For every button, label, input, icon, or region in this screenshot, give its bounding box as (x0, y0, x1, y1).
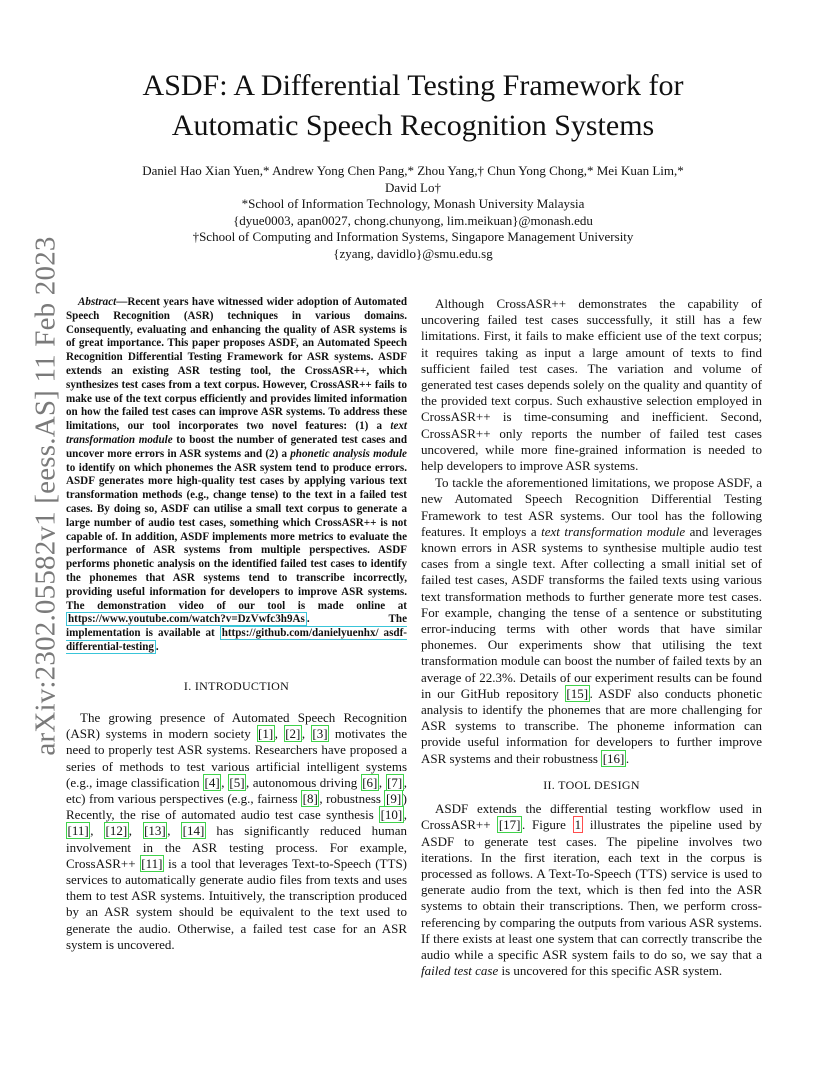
intro-paragraph: The growing presence of Automated Speech Recognition (ASR) systems in modern society [1] , [2] , [3] motivates the need to properly test ASR systems. Researchers have proposed a series of methods to test various artificial intelligent systems (e.g., image classification [4] , [5] , autonomous driving [6] , [7] , etc) from various perspectives (e.g., fairness [8] , robustness [9] ) Recently, the rise of automated audio test case synthesis [10] , [11] , [12] , [13] , [14] has significantly reduced human involvement in the ASR testing process. For example, CrossASR++ [11] is a tool that leverages Text-to-Speech (TTS) services to automatically generate audio files from texts and uses them to test ASR systems. Intuitively, the transcription produced by an ASR system should be equivalent to the text used to generate the audio. Otherwise, a failed test case for an ASR system is uncovered. (66, 709, 408, 952)
abstract-feature-1: text transformation module (66, 420, 407, 446)
author-list-cont: David Lo† (385, 179, 441, 195)
affiliation-monash: *School of Information Technology, Monash University Malaysia (241, 196, 585, 211)
arxiv-identifier: arXiv:2302.05582v1 [eess.AS] 11 Feb 2023 (29, 236, 62, 756)
right-column (421, 296, 762, 980)
author-block (70, 163, 756, 262)
citation-link[interactable]: [12] (105, 823, 128, 839)
citation-link[interactable]: [3] (312, 726, 328, 742)
abstract-text: . The implementation is available at (66, 613, 407, 640)
citation-link[interactable]: [5] (229, 774, 245, 790)
citation-link[interactable]: [17] (498, 817, 521, 833)
citation-link[interactable]: [11] (141, 855, 163, 871)
email-smu: {zyang, davidlo}@smu.edu.sg (333, 245, 493, 261)
proposal-paragraph: To tackle the aforementioned limitations, we propose ASDF, a new Automated Speech Recognition Differential Testing Framework to test ASR systems. Our tool has the following features. It employs a text transformation module and leverages known errors in ASR systems to synthesise multiple audio test cases from a single text. After collecting a small initial set of failed test cases, ASDF transforms the failed texts using various text transformation methods to further generate more test cases. For example, changing the tense of a sentence or substituting error-inducing terms with other words that have similar phonemes. Our experiments show that utilising the text transformation module can boost the number of failed texts by an average of 22.3%. Details of our experiment results can be found in our GitHub repository [15] . ASDF also conducts phonetic analysis to identify the phonemes that are more challenging for ASR systems to transcribe. The phoneme information can provide useful information for developers to further improve ASR systems and their robustness [16] . (421, 475, 763, 766)
abstract-text: to identify on which phonemes the ASR system tend to produce errors. ASDF generates more high-quality test cases by applying various text transformation methods (e.g., change tense) to the text in a failed test cases. By doing so, ASDF can utilise a small text corpus to generate a large number of audio test cases, something which CrossASR++ is not capable of. In addition, ASDF implements more metrics to evaluate the performance of ASR systems from multiple perspectives. ASDF performs phonetic analysis on the identified failed test cases to identify the phonemes that ASR systems tend to transcribe incorrectly, providing useful information for developers to improve ASR systems. The demonstration video of our tool is made online at (66, 461, 407, 612)
citation-link[interactable]: [1] (258, 726, 274, 742)
abstract-text: to boost the number of generated test cases and uncover more errors in ASR systems and (2) a (66, 433, 407, 460)
section-heading-introduction: I. INTRODUCTION (183, 678, 290, 693)
title-line-1: ASDF: A Differential Testing Framework for (142, 69, 684, 102)
citation-link[interactable]: [9] (385, 790, 402, 806)
citation-link[interactable]: [16] (602, 750, 625, 766)
section-heading-tool-design: II. TOOL DESIGN (543, 777, 640, 792)
abstract (66, 296, 407, 655)
author-list: Daniel Hao Xian Yuen,* Andrew Yong Chen Pang,* Zhou Yang,† Chun Yong Chong,* Mei Kuan Lim,* (142, 163, 684, 178)
citation-link[interactable]: [6] (362, 774, 378, 790)
citation-link[interactable]: [7] (387, 774, 403, 790)
citation-link[interactable]: [14] (182, 823, 205, 839)
left-column (66, 296, 407, 954)
abstract-text: —Recent years have witnessed wider adoption of Automated Speech Recognition (ASR) techniques in various domains. Consequently, evaluating and enhancing the quality of ASR systems is of great importance. This paper proposes ASDF, an Automated Speech Recognition Differential Testing Framework for ASR systems. ASDF extends an existing ASR testing tool, the CrossASR++, which synthesizes test cases from a text corpus. However, CrossASR++ fails to make use of the text corpus efficiently and provides limited information on how the failed test cases can improve ASR systems. To address these limitations, our tool incorporates two novel features: (1) a (66, 296, 407, 433)
figure-link[interactable]: 1 (574, 817, 582, 833)
email-monash: {dyue0003, apan0027, chong.chunyong, lim.meikuan}@monash.edu (233, 212, 593, 228)
design-paragraph: ASDF extends the differential testing workflow used in CrossASR++ [17] . Figure 1 illustrates the pipeline used by ASDF to generate test cases. The pipeline involves two iterations. In the first iteration, each text in the corpus is processed as follows. A Text-To-Speech (TTS) service is used to generate audio from the text, which is then fed into the ASR systems to obtain their transcriptions. Then, we perform cross-referencing by comparing the outputs from various ASR systems. If there exists at least one system that can correctly transcribe the audio while a specific ASR system fails to do so, we say that a failed test case is uncovered for this specific ASR system. (421, 801, 762, 979)
citation-link[interactable]: [10] (380, 807, 403, 823)
arxiv-sidebar (26, 236, 66, 756)
citation-link[interactable]: [8] (302, 790, 318, 806)
citation-link[interactable]: [11] (67, 823, 89, 839)
affiliation-smu: †School of Computing and Information Systems, Singapore Management University (192, 229, 634, 244)
paper-title (70, 66, 756, 146)
limitations-paragraph: Although CrossASR++ demonstrates the capability of uncovering failed test cases successfully, it still has a few limitations. First, it fails to make efficient use of the text corpus; it requires taking as input a large amount of texts to find sufficient failed test cases. The variation and volume of generated test cases depends solely on the quality and quantity of the provided text corpus. Such exhaustive selection employed in CrossASR++ is time-consuming and inefficient. Second, CrossASR++ only reports the number of failed test cases uncovered, while more fine-grained information is needed to help developers to improve ASR systems. (421, 296, 762, 474)
abstract-lead: Abstract (78, 296, 117, 308)
abstract-feature-2: phonetic analysis module (290, 447, 407, 460)
citation-link[interactable]: [4] (204, 774, 220, 790)
abstract-text: . (155, 640, 159, 653)
video-link[interactable]: https://www.youtube.com/watch?v=DzVwfc3h9As (68, 613, 305, 626)
citation-link[interactable]: [15] (566, 685, 589, 701)
citation-link[interactable]: [2] (285, 726, 301, 742)
emphasis-text: text transformation module (541, 523, 686, 539)
title-line-2: Automatic Speech Recognition Systems (171, 109, 655, 142)
emphasis-text: failed test case (421, 963, 499, 979)
repo-link[interactable]: https://github.com/danielyuenhx/ asdf-differential-testing (66, 627, 407, 653)
citation-link[interactable]: [13] (144, 823, 166, 839)
